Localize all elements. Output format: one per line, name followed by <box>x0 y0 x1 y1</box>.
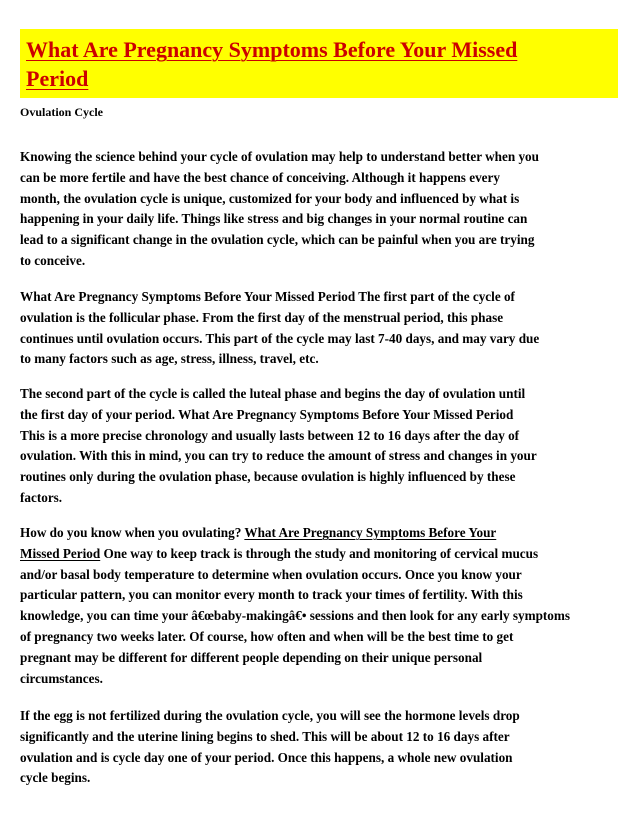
text-line: lead to a significant change in the ovulation cycle, which can be painful when you are trying <box>20 232 535 248</box>
text-line: ovulation. With this in mind, you can try to reduce the amount of stress and changes in your <box>20 448 537 464</box>
text-line: and/or basal body temperature to determine when ovulation occurs. Once you know your <box>20 566 522 582</box>
text-line: significantly and the uterine lining begins to shed. This will be about 12 to 16 days after <box>20 728 510 744</box>
text-line: to many factors such as age, stress, illness, travel, etc. <box>20 351 319 367</box>
text-line: cycle begins. <box>20 770 91 786</box>
text-line: ovulation is the follicular phase. From the first day of the menstrual period, this phase <box>20 309 504 325</box>
title-line-2: Period <box>26 66 89 91</box>
paragraph-5 <box>20 706 520 789</box>
paragraph-3 <box>20 384 537 509</box>
text-line <box>20 544 570 565</box>
text-line: ovulation and is cycle day one of your period. Once this happens, a whole new ovulation <box>20 749 513 765</box>
text-line: The second part of the cycle is called the luteal phase and begins the day of ovulation until <box>20 386 526 401</box>
page-title <box>26 35 611 93</box>
article-link[interactable]: What Are Pregnancy Symptoms Before Your <box>244 525 497 540</box>
text-line: knowledge, you can time your â€œbaby-makingâ€• sessions and then look for any early symptoms <box>20 608 571 624</box>
title-line-1: What Are Pregnancy Symptoms Before Your Missed <box>26 37 518 62</box>
text-line: Knowing the science behind your cycle of ovulation may help to understand better when you <box>20 149 539 164</box>
text-fragment: How do you know when you ovulating? <box>20 525 245 540</box>
text-line: factors. <box>20 489 63 505</box>
text-fragment: One way to keep track is through the study and monitoring of cervical mucus <box>100 545 539 561</box>
paragraph-4 <box>20 523 570 689</box>
text-line: the first day of your period. What Are Pregnancy Symptoms Before Your Missed Period <box>20 406 514 422</box>
text-line <box>20 523 570 544</box>
paragraph-1 <box>20 147 539 272</box>
text-line: of pregnancy two weeks later. Of course, how often and when will be the best time to get <box>20 628 514 644</box>
text-line: pregnant may be different for different people depending on their unique personal <box>20 649 483 665</box>
text-line: particular pattern, you can monitor every month to track your times of fertility. With this <box>20 587 523 603</box>
paragraph-2 <box>20 287 539 370</box>
article-link[interactable]: Missed Period <box>20 545 101 561</box>
text-line: This is a more precise chronology and usually lasts between 12 to 16 days after the day of <box>20 427 520 443</box>
text-line: routines only during the ovulation phase, because ovulation is highly influenced by these <box>20 469 516 485</box>
text-line: month, the ovulation cycle is unique, customized for your body and influenced by what is <box>20 190 520 206</box>
text-line: continues until ovulation occurs. This part of the cycle may last 7-40 days, and may vary due <box>20 330 540 346</box>
text-line: can be more fertile and have the best chance of conceiving. Although it happens every <box>20 169 500 185</box>
text-line: What Are Pregnancy Symptoms Before Your Missed Period The first part of the cycle of <box>20 289 515 304</box>
text-line: If the egg is not fertilized during the ovulation cycle, you will see the hormone levels drop <box>20 708 520 723</box>
text-line: to conceive. <box>20 252 86 268</box>
text-line: circumstances. <box>20 670 103 686</box>
section-subheading: Ovulation Cycle <box>20 105 103 119</box>
title-banner <box>20 29 618 98</box>
text-line: happening in your daily life. Things like stress and big changes in your normal routine can <box>20 211 528 227</box>
